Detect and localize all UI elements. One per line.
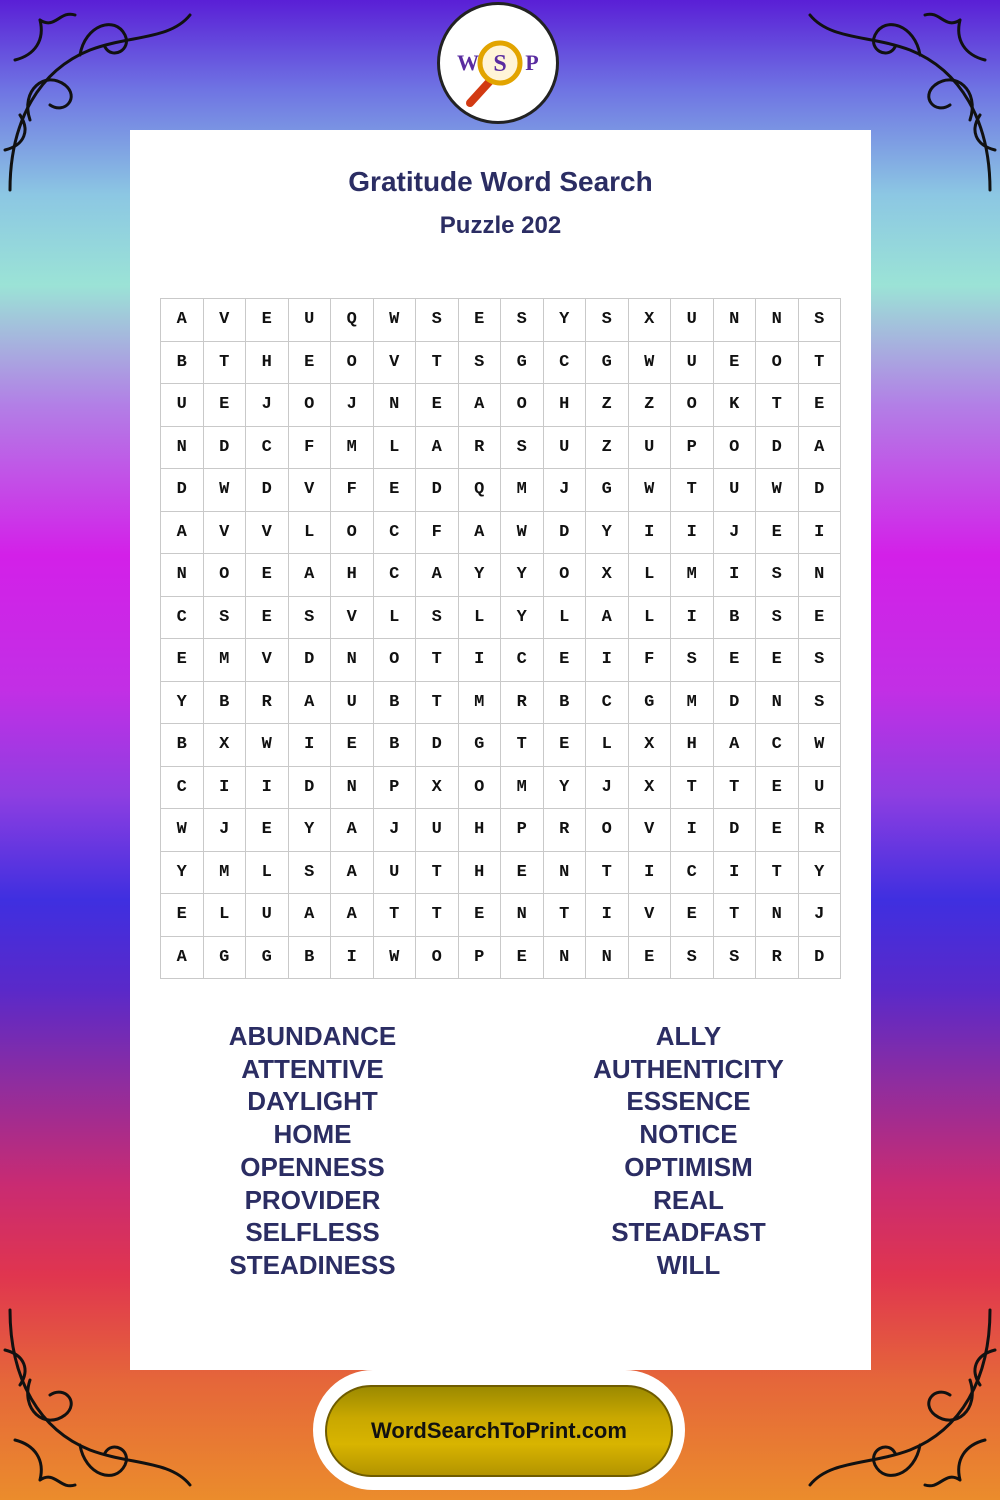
- grid-cell: T: [586, 852, 629, 895]
- grid-cell: J: [204, 809, 247, 852]
- grid-cell: R: [799, 809, 842, 852]
- puzzle-panel: [130, 130, 871, 1370]
- grid-cell: G: [586, 469, 629, 512]
- grid-cell: Y: [459, 554, 502, 597]
- grid-cell: H: [544, 384, 587, 427]
- grid-cell: O: [586, 809, 629, 852]
- grid-cell: V: [331, 597, 374, 640]
- grid-cell: C: [586, 682, 629, 725]
- word-list-item: WILL: [656, 1249, 721, 1280]
- grid-cell: I: [331, 937, 374, 980]
- grid-cell: B: [161, 342, 204, 385]
- logo-letter-s: S: [493, 51, 507, 77]
- grid-cell: E: [799, 597, 842, 640]
- grid-cell: F: [629, 639, 672, 682]
- grid-cell: U: [714, 469, 757, 512]
- grid-cell: D: [289, 767, 332, 810]
- grid-cell: E: [501, 937, 544, 980]
- grid-cell: E: [204, 384, 247, 427]
- grid-cell: H: [459, 852, 502, 895]
- grid-cell: W: [629, 469, 672, 512]
- grid-cell: I: [204, 767, 247, 810]
- grid-cell: N: [586, 937, 629, 980]
- grid-cell: T: [416, 682, 459, 725]
- grid-cell: S: [204, 597, 247, 640]
- grid-cell: F: [331, 469, 374, 512]
- grid-cell: E: [756, 767, 799, 810]
- grid-cell: T: [501, 724, 544, 767]
- grid-cell: Y: [544, 767, 587, 810]
- grid-cell: N: [756, 894, 799, 937]
- grid-cell: C: [374, 512, 417, 555]
- grid-cell: Y: [586, 512, 629, 555]
- grid-cell: N: [374, 384, 417, 427]
- grid-cell: S: [501, 299, 544, 342]
- grid-cell: T: [416, 639, 459, 682]
- grid-cell: X: [204, 724, 247, 767]
- grid-cell: R: [246, 682, 289, 725]
- word-list-item: ALLY: [655, 1021, 722, 1051]
- grid-cell: T: [714, 767, 757, 810]
- grid-cell: E: [756, 512, 799, 555]
- magnifier-logo-icon: [448, 13, 548, 113]
- grid-cell: J: [799, 894, 842, 937]
- grid-cell: X: [586, 554, 629, 597]
- grid-cell: L: [629, 597, 672, 640]
- grid-cell: N: [544, 937, 587, 980]
- grid-cell: I: [289, 724, 332, 767]
- grid-cell: P: [671, 427, 714, 470]
- grid-cell: U: [671, 342, 714, 385]
- grid-cell: D: [756, 427, 799, 470]
- word-list-item: ABUNDANCE: [228, 1021, 397, 1051]
- grid-cell: H: [459, 809, 502, 852]
- grid-cell: U: [629, 427, 672, 470]
- grid-cell: P: [374, 767, 417, 810]
- grid-cell: Z: [629, 384, 672, 427]
- grid-cell: B: [374, 682, 417, 725]
- grid-cell: N: [714, 299, 757, 342]
- grid-cell: Q: [459, 469, 502, 512]
- grid-cell: E: [799, 384, 842, 427]
- grid-cell: O: [204, 554, 247, 597]
- grid-cell: L: [246, 852, 289, 895]
- grid-cell: D: [204, 427, 247, 470]
- grid-cell: T: [204, 342, 247, 385]
- grid-cell: W: [246, 724, 289, 767]
- grid-cell: V: [629, 809, 672, 852]
- grid-cell: E: [416, 384, 459, 427]
- grid-cell: B: [289, 937, 332, 980]
- grid-cell: L: [459, 597, 502, 640]
- grid-cell: G: [629, 682, 672, 725]
- grid-cell: E: [161, 639, 204, 682]
- grid-cell: V: [246, 512, 289, 555]
- grid-cell: V: [204, 299, 247, 342]
- grid-cell: Y: [501, 554, 544, 597]
- word-list-item: STEADFAST: [611, 1217, 766, 1248]
- grid-cell: X: [629, 299, 672, 342]
- grid-cell: W: [501, 512, 544, 555]
- grid-cell: B: [161, 724, 204, 767]
- grid-cell: J: [374, 809, 417, 852]
- grid-cell: G: [246, 937, 289, 980]
- grid-cell: S: [671, 639, 714, 682]
- grid-cell: L: [204, 894, 247, 937]
- grid-cell: M: [204, 639, 247, 682]
- grid-cell: Z: [586, 427, 629, 470]
- grid-cell: E: [331, 724, 374, 767]
- word-list-item: AUTHENTICITY: [593, 1053, 784, 1084]
- grid-cell: D: [416, 469, 459, 512]
- grid-cell: V: [374, 342, 417, 385]
- grid-cell: S: [756, 597, 799, 640]
- grid-cell: L: [629, 554, 672, 597]
- grid-cell: E: [246, 597, 289, 640]
- grid-cell: M: [501, 469, 544, 512]
- grid-cell: A: [331, 894, 374, 937]
- grid-cell: A: [714, 724, 757, 767]
- grid-cell: S: [416, 299, 459, 342]
- grid-cell: C: [756, 724, 799, 767]
- grid-cell: M: [671, 554, 714, 597]
- grid-cell: N: [756, 682, 799, 725]
- grid-cell: W: [374, 937, 417, 980]
- grid-cell: L: [586, 724, 629, 767]
- grid-cell: W: [374, 299, 417, 342]
- grid-cell: S: [799, 639, 842, 682]
- grid-cell: I: [246, 767, 289, 810]
- grid-cell: L: [374, 597, 417, 640]
- grid-cell: L: [374, 427, 417, 470]
- grid-cell: S: [714, 937, 757, 980]
- grid-cell: O: [459, 767, 502, 810]
- grid-cell: N: [544, 852, 587, 895]
- grid-cell: C: [501, 639, 544, 682]
- grid-cell: E: [756, 809, 799, 852]
- grid-cell: V: [289, 469, 332, 512]
- grid-cell: I: [671, 512, 714, 555]
- grid-cell: Z: [586, 384, 629, 427]
- grid-cell: A: [331, 809, 374, 852]
- grid-cell: D: [161, 469, 204, 512]
- logo-letter-w: W: [457, 50, 479, 75]
- grid-cell: A: [416, 427, 459, 470]
- grid-cell: L: [544, 597, 587, 640]
- grid-cell: I: [799, 512, 842, 555]
- grid-cell: A: [161, 299, 204, 342]
- grid-cell: U: [671, 299, 714, 342]
- grid-cell: C: [161, 597, 204, 640]
- grid-cell: A: [161, 937, 204, 980]
- grid-cell: E: [161, 894, 204, 937]
- grid-cell: W: [629, 342, 672, 385]
- grid-cell: D: [714, 809, 757, 852]
- grid-cell: I: [459, 639, 502, 682]
- puzzle-number: Puzzle 202: [439, 212, 562, 239]
- grid-cell: S: [586, 299, 629, 342]
- grid-cell: R: [459, 427, 502, 470]
- grid-cell: C: [544, 342, 587, 385]
- grid-cell: S: [756, 554, 799, 597]
- grid-cell: O: [289, 384, 332, 427]
- grid-cell: C: [671, 852, 714, 895]
- word-list-item: ATTENTIVE: [241, 1053, 384, 1084]
- grid-cell: I: [671, 597, 714, 640]
- grid-cell: S: [289, 597, 332, 640]
- word-list-left: [170, 1020, 455, 1282]
- grid-cell: S: [671, 937, 714, 980]
- grid-cell: X: [629, 724, 672, 767]
- grid-cell: Y: [289, 809, 332, 852]
- grid-cell: M: [671, 682, 714, 725]
- grid-cell: Q: [331, 299, 374, 342]
- word-list-item: REAL: [653, 1184, 724, 1215]
- grid-cell: I: [629, 852, 672, 895]
- grid-cell: A: [289, 682, 332, 725]
- grid-cell: Y: [544, 299, 587, 342]
- grid-cell: I: [671, 809, 714, 852]
- grid-cell: B: [374, 724, 417, 767]
- grid-cell: D: [289, 639, 332, 682]
- grid-cell: K: [714, 384, 757, 427]
- grid-cell: C: [161, 767, 204, 810]
- grid-cell: J: [544, 469, 587, 512]
- grid-cell: H: [331, 554, 374, 597]
- grid-cell: I: [714, 554, 757, 597]
- logo-letter-p: P: [525, 50, 539, 75]
- grid-cell: I: [586, 639, 629, 682]
- grid-cell: T: [799, 342, 842, 385]
- grid-cell: A: [799, 427, 842, 470]
- grid-cell: G: [204, 937, 247, 980]
- word-list-item: OPTIMISM: [624, 1151, 753, 1182]
- grid-cell: Y: [799, 852, 842, 895]
- grid-cell: E: [714, 342, 757, 385]
- grid-cell: P: [501, 809, 544, 852]
- grid-cell: A: [416, 554, 459, 597]
- grid-cell: W: [161, 809, 204, 852]
- grid-cell: W: [204, 469, 247, 512]
- word-list-item: ESSENCE: [626, 1086, 751, 1117]
- grid-cell: G: [501, 342, 544, 385]
- word-list-item: HOME: [273, 1119, 352, 1150]
- grid-cell: U: [246, 894, 289, 937]
- grid-cell: O: [501, 384, 544, 427]
- grid-cell: E: [246, 809, 289, 852]
- grid-cell: X: [629, 767, 672, 810]
- grid-cell: E: [459, 894, 502, 937]
- grid-cell: E: [714, 639, 757, 682]
- grid-cell: E: [374, 469, 417, 512]
- grid-cell: O: [416, 937, 459, 980]
- page-title: Gratitude Word Search: [348, 166, 653, 197]
- word-list-item: STEADINESS: [229, 1249, 396, 1280]
- grid-cell: M: [331, 427, 374, 470]
- grid-cell: R: [544, 809, 587, 852]
- grid-cell: V: [204, 512, 247, 555]
- grid-cell: P: [459, 937, 502, 980]
- grid-cell: F: [416, 512, 459, 555]
- grid-cell: R: [501, 682, 544, 725]
- grid-cell: T: [544, 894, 587, 937]
- grid-cell: E: [544, 639, 587, 682]
- grid-cell: N: [161, 554, 204, 597]
- grid-cell: A: [161, 512, 204, 555]
- grid-cell: M: [501, 767, 544, 810]
- grid-cell: U: [374, 852, 417, 895]
- grid-cell: A: [289, 894, 332, 937]
- grid-cell: T: [416, 894, 459, 937]
- grid-cell: N: [799, 554, 842, 597]
- grid-cell: M: [204, 852, 247, 895]
- grid-cell: T: [714, 894, 757, 937]
- site-logo[interactable]: [437, 2, 559, 124]
- grid-cell: N: [331, 767, 374, 810]
- grid-cell: F: [289, 427, 332, 470]
- grid-cell: S: [459, 342, 502, 385]
- grid-cell: Y: [161, 852, 204, 895]
- grid-cell: E: [756, 639, 799, 682]
- grid-cell: T: [671, 767, 714, 810]
- grid-cell: E: [544, 724, 587, 767]
- grid-cell: B: [544, 682, 587, 725]
- grid-cell: D: [544, 512, 587, 555]
- grid-cell: E: [501, 852, 544, 895]
- grid-cell: J: [246, 384, 289, 427]
- grid-cell: A: [331, 852, 374, 895]
- grid-cell: A: [289, 554, 332, 597]
- grid-cell: Y: [161, 682, 204, 725]
- grid-cell: M: [459, 682, 502, 725]
- grid-cell: O: [671, 384, 714, 427]
- grid-cell: S: [416, 597, 459, 640]
- grid-cell: T: [756, 852, 799, 895]
- grid-cell: A: [459, 512, 502, 555]
- grid-cell: D: [714, 682, 757, 725]
- grid-cell: L: [289, 512, 332, 555]
- grid-cell: O: [756, 342, 799, 385]
- grid-cell: O: [374, 639, 417, 682]
- grid-cell: A: [586, 597, 629, 640]
- grid-cell: E: [246, 554, 289, 597]
- grid-cell: D: [246, 469, 289, 512]
- grid-cell: C: [246, 427, 289, 470]
- grid-cell: O: [331, 342, 374, 385]
- grid-cell: H: [671, 724, 714, 767]
- grid-cell: I: [629, 512, 672, 555]
- grid-cell: T: [416, 342, 459, 385]
- grid-cell: D: [799, 937, 842, 980]
- grid-cell: N: [161, 427, 204, 470]
- grid-cell: I: [714, 852, 757, 895]
- grid-cell: A: [459, 384, 502, 427]
- grid-cell: B: [714, 597, 757, 640]
- grid-cell: T: [416, 852, 459, 895]
- grid-cell: H: [246, 342, 289, 385]
- grid-cell: I: [586, 894, 629, 937]
- grid-cell: O: [714, 427, 757, 470]
- grid-cell: S: [501, 427, 544, 470]
- grid-cell: W: [756, 469, 799, 512]
- word-list-item: PROVIDER: [244, 1184, 381, 1215]
- letter-grid: [160, 298, 841, 979]
- grid-cell: U: [289, 299, 332, 342]
- word-list-item: OPENNESS: [240, 1151, 385, 1182]
- grid-cell: X: [416, 767, 459, 810]
- grid-cell: T: [671, 469, 714, 512]
- grid-cell: R: [756, 937, 799, 980]
- grid-cell: U: [544, 427, 587, 470]
- grid-cell: E: [289, 342, 332, 385]
- grid-cell: J: [586, 767, 629, 810]
- word-list-item: NOTICE: [639, 1119, 738, 1150]
- grid-cell: G: [586, 342, 629, 385]
- grid-cell: S: [289, 852, 332, 895]
- grid-cell: E: [629, 937, 672, 980]
- footer-badge: [313, 1370, 685, 1490]
- grid-cell: N: [331, 639, 374, 682]
- grid-cell: V: [629, 894, 672, 937]
- grid-cell: N: [501, 894, 544, 937]
- grid-cell: O: [331, 512, 374, 555]
- grid-cell: E: [459, 299, 502, 342]
- grid-cell: S: [799, 299, 842, 342]
- grid-cell: T: [756, 384, 799, 427]
- grid-cell: W: [799, 724, 842, 767]
- grid-cell: E: [246, 299, 289, 342]
- grid-cell: U: [799, 767, 842, 810]
- grid-cell: S: [799, 682, 842, 725]
- grid-cell: D: [799, 469, 842, 512]
- grid-cell: U: [161, 384, 204, 427]
- grid-cell: G: [459, 724, 502, 767]
- word-list-item: DAYLIGHT: [247, 1086, 378, 1117]
- grid-cell: D: [416, 724, 459, 767]
- grid-cell: V: [246, 639, 289, 682]
- grid-cell: Y: [501, 597, 544, 640]
- grid-cell: J: [331, 384, 374, 427]
- grid-cell: O: [544, 554, 587, 597]
- grid-cell: E: [671, 894, 714, 937]
- word-list-right: [546, 1020, 831, 1282]
- word-list-item: SELFLESS: [245, 1217, 380, 1248]
- grid-cell: T: [374, 894, 417, 937]
- website-link-button[interactable]: WordSearchToPrint.com: [325, 1385, 673, 1477]
- grid-cell: N: [756, 299, 799, 342]
- grid-cell: C: [374, 554, 417, 597]
- grid-cell: U: [416, 809, 459, 852]
- grid-cell: U: [331, 682, 374, 725]
- grid-cell: B: [204, 682, 247, 725]
- grid-cell: J: [714, 512, 757, 555]
